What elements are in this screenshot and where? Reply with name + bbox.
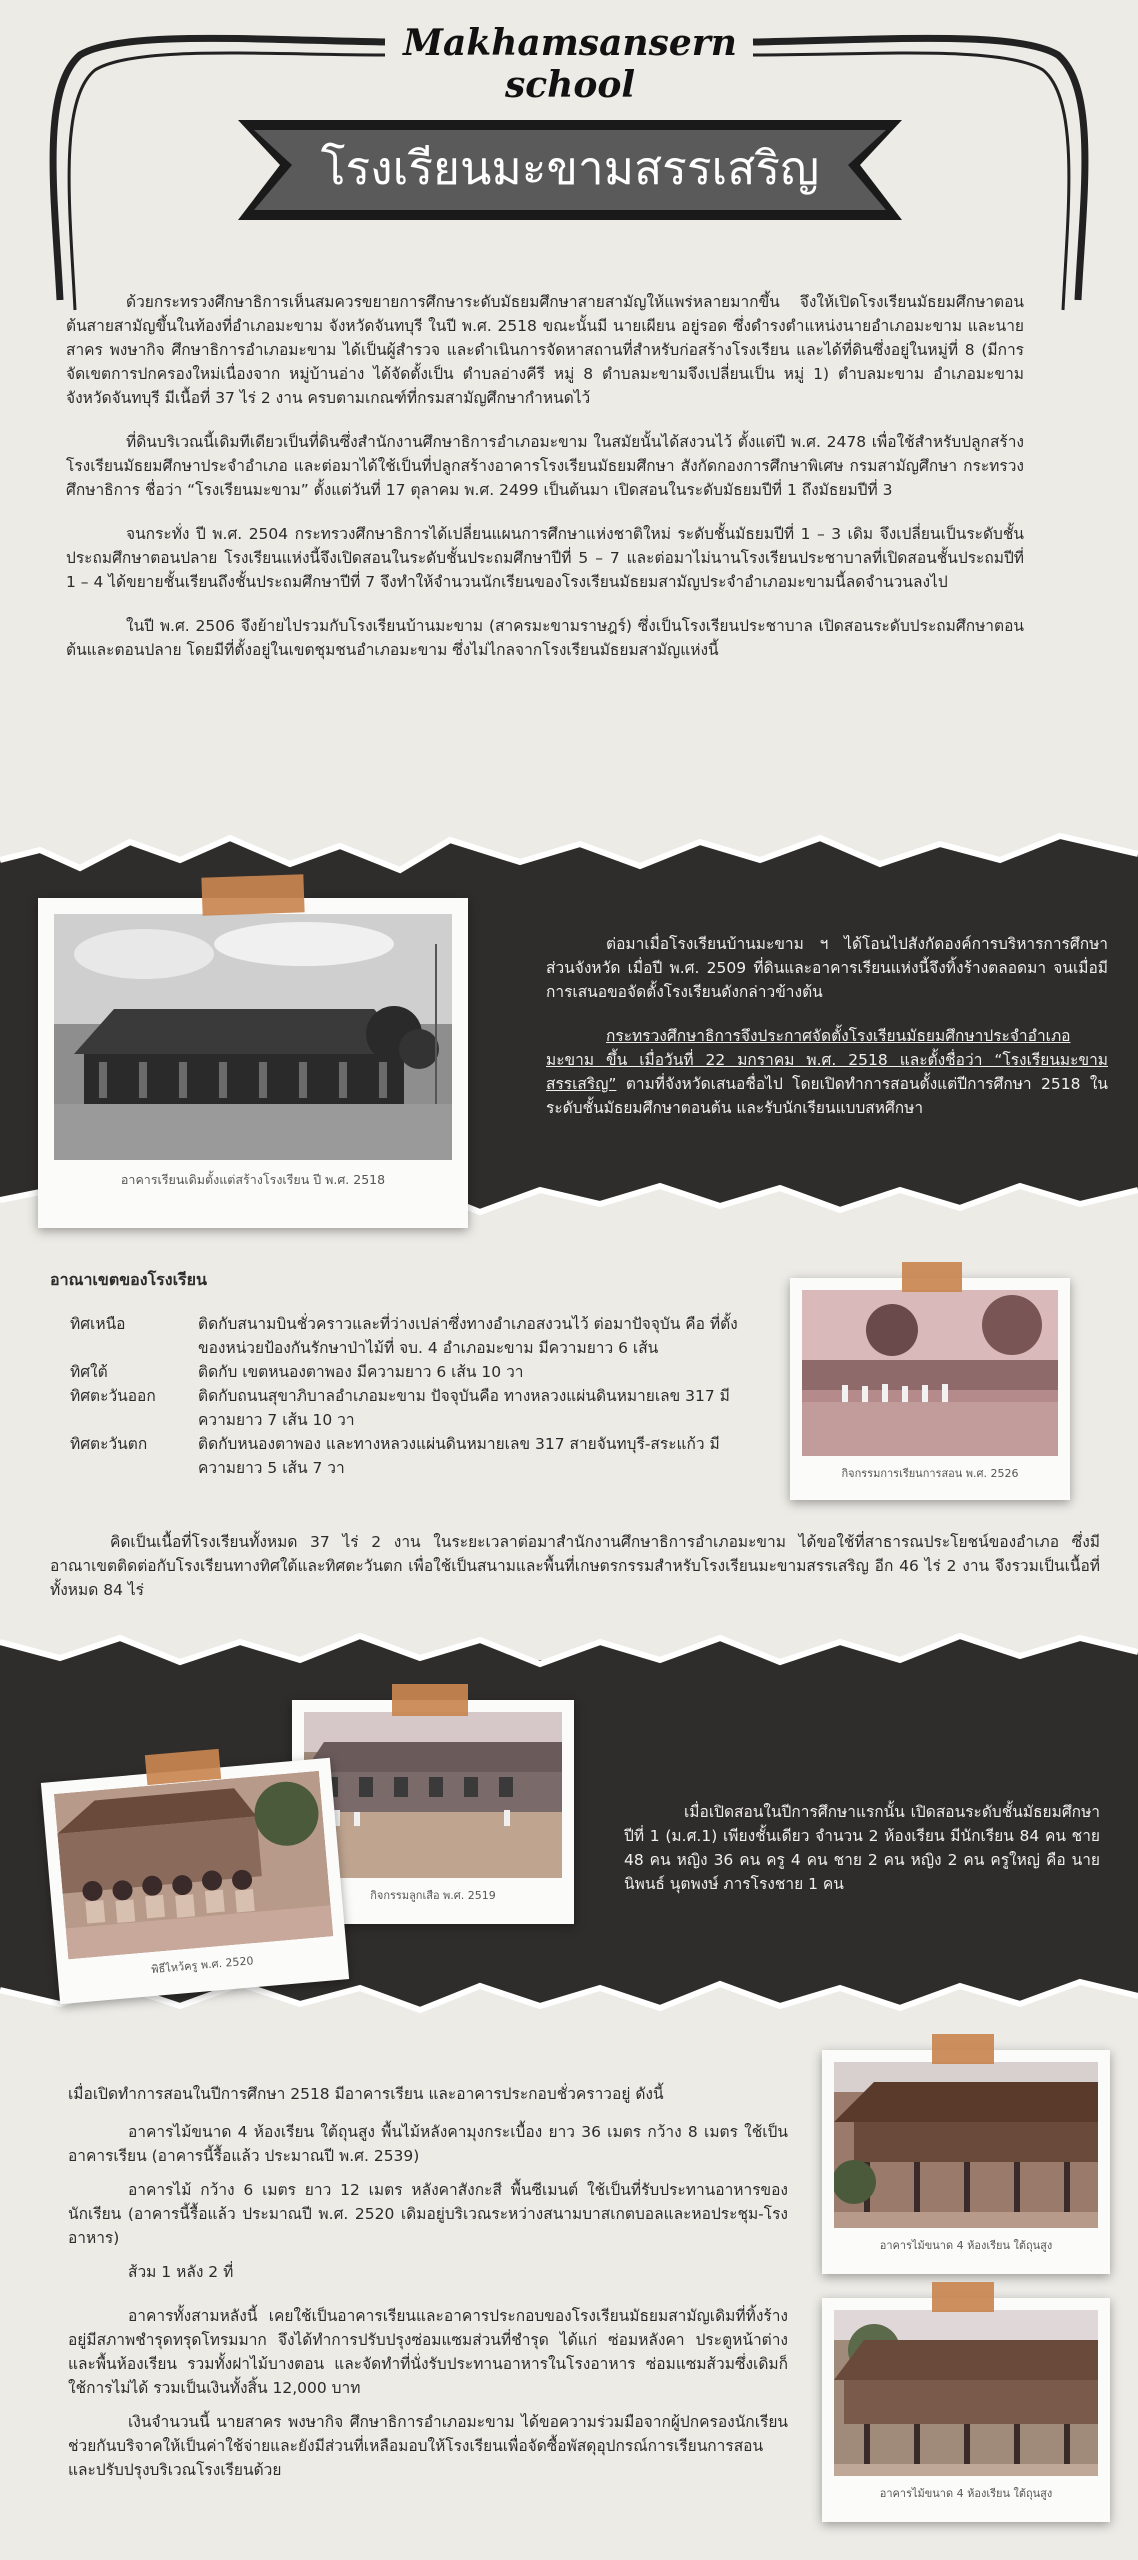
boundary-row-west: [70, 1432, 740, 1480]
summary-paragraph: คิดเป็นเนื้อที่โรงเรียนทั้งหมด 37 ไร่ 2 งาน ในระยะเวลาต่อมาสำนักงานศึกษาธิการอำเภอมะขาม ได้ขอใช้ที่สาธารณประโยชน์ของอำเภอ ซึ่งมีอาณาเขตติดต่อกับโรงเรียนทางทิศใต้และทิศตะวันตก เพื่อใช้เป็นสนามและพื้นที่เกษตรกรรมสำหรับโรงเรียนมะขามสรรเสริญ อีก 46 ไร่ 2 งาน จึงรวมเป็นเนื้อที่ทั้งหมด 84 ไร่: [50, 1533, 1100, 1599]
section2-text: [546, 932, 1108, 1140]
school-name-english: Makhamsansern school: [403, 22, 737, 106]
section4-paragraph-1: อาคารไม้ขนาด 4 ห้องเรียน ใต้ถุนสูง พื้นไม้หลังคามุงกระเบื้อง ยาว 36 เมตร กว้าง 8 เมตร ใช้เป็นอาคารเรียน (อาคารนี้รื้อแล้ว ประมาณปี พ.ศ. 2539): [68, 2123, 788, 2165]
section4-text: [68, 2082, 788, 2492]
photo-wooden-building-2: [822, 2298, 1110, 2522]
old-building-image: [54, 914, 452, 1160]
boundaries-list: [70, 1312, 740, 1480]
photo-caption: อาคารไม้ขนาด 4 ห้องเรียน ใต้ถุนสูง: [879, 2239, 1053, 2252]
boundary-description: ติดกับสนามบินชั่วคราวและที่ว่างเปล่าซึ่งทางอำเภอสงวนไว้ ต่อมาปัจจุบัน คือ ที่ตั้งของหน่วยป้องกันรักษาป่าไม้ที่ จบ. 4 อำเภอมะขาม มีความยาว 6 เส้น: [198, 1315, 738, 1357]
torn-edge-top-2: [0, 1612, 1138, 1682]
section2-paragraph-2: [546, 1024, 1108, 1120]
boundary-description: ติดกับหนองตาพอง และทางหลวงแผ่นดินหมายเลข 317 สายจันทบุรี-สระแก้ว มีความยาว 5 เส้น 7 วา: [198, 1435, 720, 1477]
boundary-direction: ทิศใต้: [70, 1363, 108, 1381]
teaching-image: [802, 1290, 1058, 1456]
intro-paragraph-4: ในปี พ.ศ. 2506 จึงย้ายไปรวมกับโรงเรียนบ้านมะขาม (สาครมะขามราษฎร์) ซึ่งเป็นโรงเรียนประชาบาล เปิดสอนระดับประถมศึกษาตอนต้นและตอนปลาย โดยมีที่ตั้งอยู่ในเขตชุมชนอำเภอมะขาม ซึ่งไม่ไกลจากโรงเรียนมัธยมสามัญแห่งนี้: [66, 617, 1024, 659]
photo-caption: พิธีไหว้ครู พ.ศ. 2520: [150, 1954, 254, 1977]
tape-strip: [932, 2282, 994, 2312]
scout-image: [304, 1712, 562, 1878]
tape-strip: [902, 1262, 962, 1292]
wooden-building-image: [834, 2062, 1098, 2228]
announcement-continued: ตามที่จังหวัดเสนอชื่อไป โดยเปิดทำการสอนตั้งแต่ปีการศึกษา 2518 ในระดับชั้นมัธยมศึกษาตอนต้น และรับนักเรียนแบบสหศึกษา: [546, 1075, 1108, 1117]
boundaries-summary: [50, 1530, 1100, 1622]
photo-teaching-activity: [790, 1278, 1070, 1500]
intro-paragraph-2: ที่ดินบริเวณนี้เดิมทีเดียวเป็นที่ดินซึ่งสำนักงานศึกษาธิการอำเภอมะขาม ในสมัยนั้นได้สงวนไว้ ตั้งแต่ปี พ.ศ. 2478 เพื่อใช้สำหรับปลูกสร้างโรงเรียนมัธยมศึกษาประจำอำเภอ และต่อมาได้ใช้เป็นที่ปลูกสร้างอาคารโรงเรียนมัธยมศึกษา สังกัดกองการศึกษาพิเศษ กรมสามัญศึกษา กระทรวงศึกษาธิการ ชื่อว่า “โรงเรียนมะขาม” ตั้งแต่วันที่ 17 ตุลาคม พ.ศ. 2499 เป็นต้นมา เปิดสอนในระดับมัธยมปีที่ 1 ถึงมัธยมปีที่ 3: [66, 433, 1024, 499]
boundary-row-east: [70, 1384, 740, 1432]
tape-strip: [201, 874, 304, 916]
section4-intro: เมื่อเปิดทำการสอนในปีการศึกษา 2518 มีอาคารเรียน และอาคารประกอบชั่วคราวอยู่ ดังนี้: [68, 2085, 664, 2103]
torn-edge-top-1: [0, 820, 1138, 890]
section3-text: [624, 1800, 1100, 1916]
boundaries-heading: อาณาเขตของโรงเรียน: [50, 1270, 207, 1289]
section2-paragraph-1: ต่อมาเมื่อโรงเรียนบ้านมะขาม ฯ ได้โอนไปสังกัดองค์การบริหารการศึกษาส่วนจังหวัด เมื่อปี พ.ศ. 2509 ที่ดินและอาคารเรียนแห่งนี้จึงทิ้งร้างตลอดมา จนเมื่อมีการเสนอขอจัดตั้งโรงเรียนดังกล่าวข้างต้น: [546, 935, 1108, 1001]
tape-strip: [932, 2034, 994, 2064]
photo-original-building: [38, 898, 468, 1228]
section4-paragraph-2: อาคารไม้ กว้าง 6 เมตร ยาว 12 เมตร หลังคาสังกะสี พื้นซีเมนต์ ใช้เป็นที่รับประทานอาหารของนักเรียน (อาคารนี้รื้อแล้ว ประมาณปี พ.ศ. 2520 เดิมอยู่บริเวณระหว่างสนามบาสเกตบอลและหอประชุม-โรงอาหาร): [68, 2181, 788, 2247]
intro-paragraph-3: จนกระทั่ง ปี พ.ศ. 2504 กระทรวงศึกษาธิการได้เปลี่ยนแผนการศึกษาแห่งชาติใหม่ ระดับชั้นมัธยมปีที่ 1 – 3 เดิม จึงเปลี่ยนเป็นระดับชั้นประถมศึกษาตอนปลาย โรงเรียนแห่งนี้จึงเปิดสอนในระดับชั้นประถมศึกษาปีที่ 5 – 7 และต่อมาไม่นานโรงเรียนประชาบาลที่เปิดสอนชั้นประถมปีที่ 1 – 4 ได้ขยายชั้นเรียนถึงชั้นประถมศึกษาปีที่ 7 จึงทำให้จำนวนนักเรียนของโรงเรียนมัธยมสามัญประจำอำเภอมะขามนี้ลดจำนวนลงไป: [66, 525, 1024, 591]
school-name-thai: โรงเรียนมะขามสรรเสริญ: [320, 141, 820, 195]
photo-wooden-building-1: [822, 2050, 1110, 2274]
boundary-row-north: [70, 1312, 740, 1360]
photo-caption: กิจกรรมการเรียนการสอน พ.ศ. 2526: [841, 1467, 1019, 1480]
boundary-direction: ทิศตะวันตก: [70, 1435, 148, 1453]
boundary-description: ติดกับถนนสุขาภิบาลอำเภอมะขาม ปัจจุบันคือ ทางหลวงแผ่นดินหมายเลข 317 มีความยาว 7 เส้น 10 วา: [198, 1387, 730, 1429]
photo-caption: กิจกรรมลูกเสือ พ.ศ. 2519: [370, 1889, 496, 1902]
photo-caption: อาคารไม้ขนาด 4 ห้องเรียน ใต้ถุนสูง: [879, 2487, 1053, 2500]
section4-paragraph-3: ส้วม 1 หลัง 2 ที่: [128, 2263, 234, 2281]
photo-wai-kru-ceremony: [41, 1758, 349, 2004]
underlined-announcement: กระทรวงศึกษาธิการจึงประกาศจัดตั้งโรงเรียนมัธยมศึกษาประจำอำเภอมะขาม ขึ้น เมื่อวันที่ 22 มกราคม พ.ศ. 2518 และตั้งชื่อว่า “โรงเรียนมะขามสรรเสริญ”: [546, 1027, 1108, 1093]
photo-caption: อาคารเรียนเดิมตั้งแต่สร้างโรงเรียน ปี พ.ศ. 2518: [120, 1172, 386, 1187]
boundary-direction: ทิศตะวันออก: [70, 1387, 156, 1405]
ceremony-image: [54, 1771, 333, 1960]
section4-paragraph-5: เงินจำนวนนี้ นายสาคร พงษากิจ ศึกษาธิการอำเภอมะขาม ได้ขอความร่วมมือจากผู้ปกครองนักเรียนช่วยกันบริจาคให้เป็นค่าใช้จ่ายและยังมีส่วนที่เหลือมอบให้โรงเรียนเพื่อจัดซื้อพัสดุอุปกรณ์การเรียนการสอน และปรับปรุงบริเวณโรงเรียนด้วย: [68, 2413, 788, 2479]
tape-strip: [392, 1684, 468, 1716]
boundary-direction: ทิศเหนือ: [70, 1315, 126, 1333]
intro-paragraph-1: ด้วยกระทรวงศึกษาธิการเห็นสมควรขยายการศึกษาระดับมัธยมศึกษาสายสามัญให้แพร่หลายมากขึ้น จึงให้เปิดโรงเรียนมัธยมศึกษาตอนต้นสายสามัญขึ้นในท้องที่อำเภอมะขาม จังหวัดจันทบุรี ในปี พ.ศ. 2518 ขณะนั้นมี นายเผียน อยู่รอด ซึ่งดำรงตำแหน่งนายอำเภอมะขาม และนายสาคร พงษากิจ ศึกษาธิการอำเภอมะขาม ได้เป็นผู้สำรวจ และดำเนินการจัดหาสถานที่สำหรับก่อสร้างโรงเรียน และได้ที่ดินซึ่งอยู่ในหมู่ที่ 8 (มีการจัดเขตการปกครองใหม่เนื่องจาก หมู่บ้านอ่าง ได้จัดตั้งเป็น ตำบลอ่างคีรี หมู่ 8 ตำบลมะขามจึงเปลี่ยนเป็น หมู่ 1) ตำบลมะขาม อำเภอมะขาม จังหวัดจันทบุรี มีเนื้อที่ 37 ไร่ 2 งาน ครบตามเกณฑ์ที่กรมสามัญศึกษากำหนดไว้: [66, 293, 1024, 407]
boundary-description: ติดกับ เขตหนองตาพอง มีความยาว 6 เส้น 10 วา: [198, 1363, 524, 1381]
wooden-building-image: [834, 2310, 1098, 2476]
section4-paragraph-4: อาคารทั้งสามหลังนี้ เคยใช้เป็นอาคารเรียนและอาคารประกอบของโรงเรียนมัธยมสามัญเดิมที่ทิ้งร้างอยู่มีสภาพชำรุดทรุดโทรมมาก จึงได้ทำการปรับปรุงซ่อมแซมส่วนที่ชำรุด ได้แก่ ซ่อมหลังคา ประตูหน้าต่าง และพื้นห้องเรียน รวมทั้งฝาไม้บางตอน และจัดทำที่นั่งรับประทานอาหารในโรงอาหาร ซ่อมแซมส้วมซึ่งเดิมก็ใช้การไม่ได้ รวมเป็นเงินทั้งสิ้น 12,000 บาท: [68, 2307, 788, 2397]
tape-strip: [145, 1749, 221, 1785]
section3-paragraph: เมื่อเปิดสอนในปีการศึกษาแรกนั้น เปิดสอนระดับชั้นมัธยมศึกษาปีที่ 1 (ม.ศ.1) เพียงชั้นเดียว จำนวน 2 ห้องเรียน มีนักเรียน 84 คน ชาย 48 คน หญิง 36 คน ครู 4 คน ชาย 2 คน หญิง 2 คน ครูใหญ่ คือ นายนิพนธ์ นุตพงษ์ ภารโรงชาย 1 คน: [624, 1803, 1100, 1893]
boundary-row-south: [70, 1360, 740, 1384]
intro-text: [66, 290, 1024, 682]
